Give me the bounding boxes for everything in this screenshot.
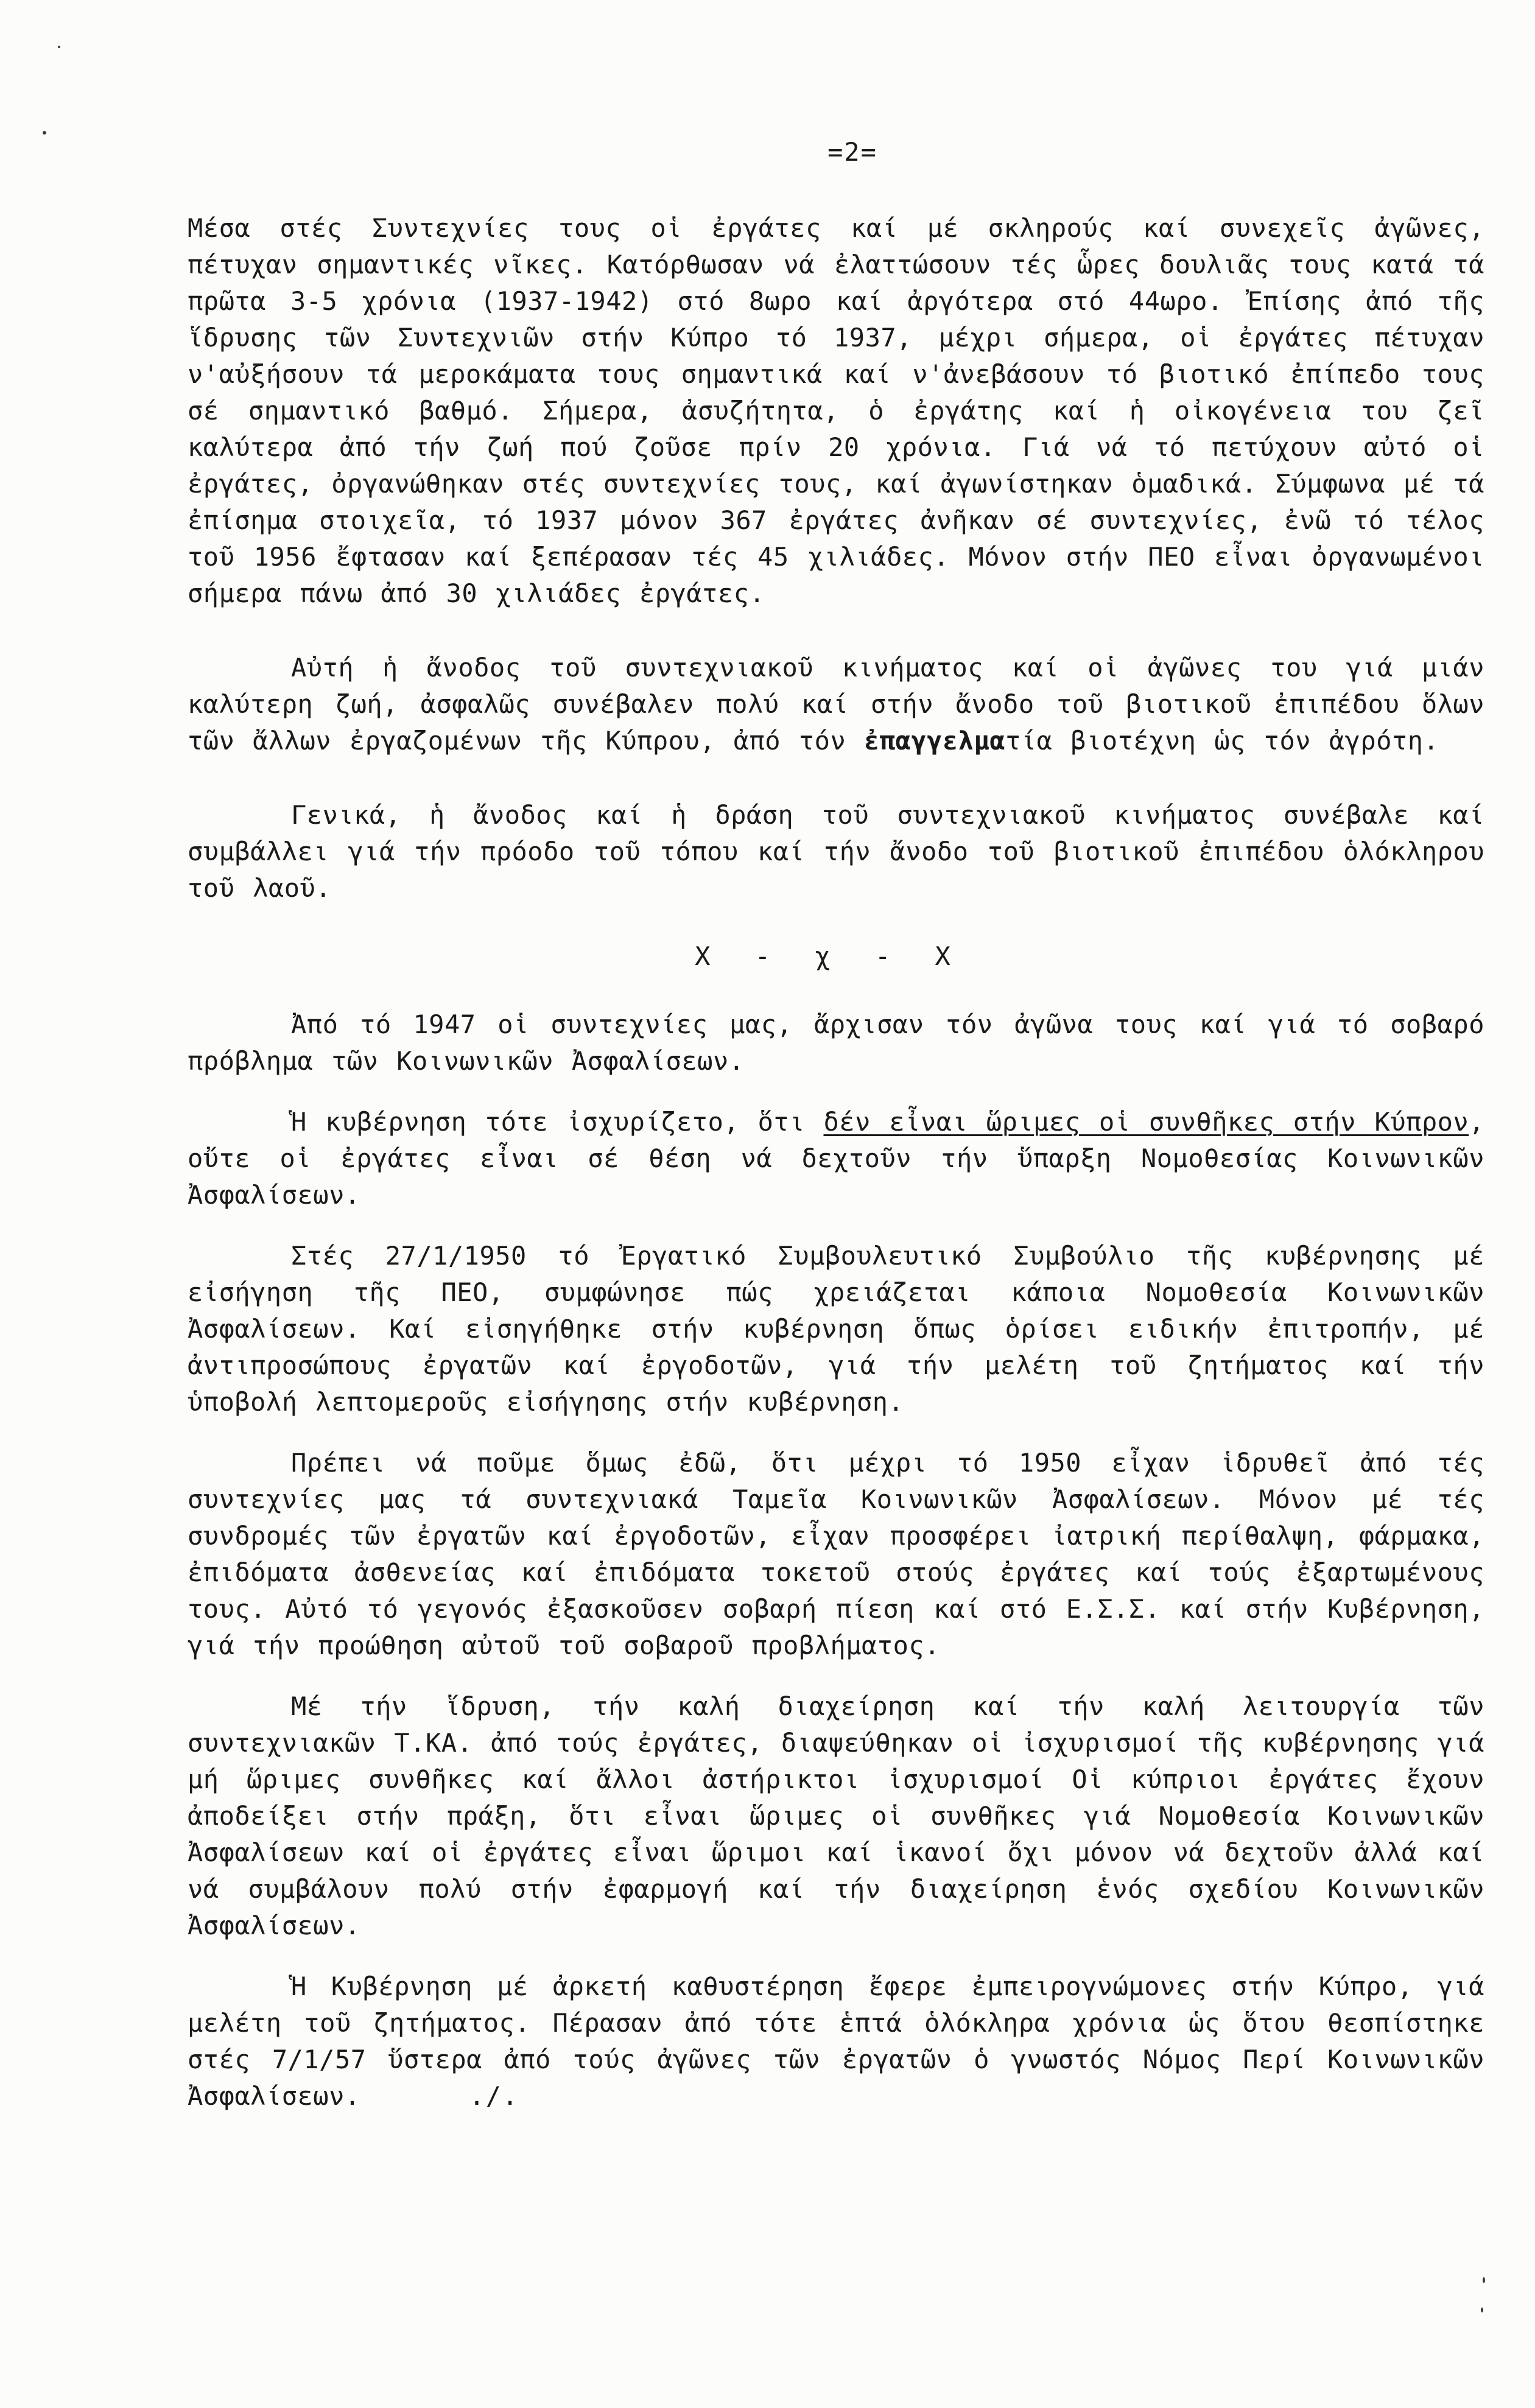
separator-mark: X xyxy=(695,941,713,971)
page-number: =2= xyxy=(827,137,877,167)
scan-speck xyxy=(58,46,60,48)
separator-mark: - xyxy=(874,941,893,971)
bold-word: ἐπαγγελμα xyxy=(864,726,1006,756)
paragraph-advisory-council-1950: Στές 27/1/1950 τό Ἐργατικό Συμβουλευτικό Συμβούλιο τῆς κυβέρνησης μέ εἰσήγηση τῆς ΠΕΟ, συμφώνησε πώς χρειάζεται κάποια Νομοθεσία Κοινωνικῶν Ἀσφαλίσεων. Καί εἰσηγήθηκε στήν κυβέρνηση ὅπως ὁρίσει ειδικήν ἐπιτροπήν, μέ ἀντιπροσώπους ἐργατῶν καί ἐργοδοτῶν, γιά τήν μελέτη τοῦ ζητήματος καί τήν ὑποβολή λεπτομεροῦς εἰσήγησης στήν κυβέρνηση. xyxy=(188,1241,1484,1417)
paragraph-trade-union-victories: Μέσα στές Συντεχνίες τους οἱ ἐργάτες καί μέ σκληρούς καί συνεχεῖς ἀγῶνες, πέτυχαν σημαντικές νῖκες. Κατόρθωσαν νά ἐλαττώσουν τές ὧρες δουλιᾶς τους κατά τά πρῶτα 3-5 χρόνια (1937-1942) στό 8ωρο καί ἀργότερα στό 44ωρο. Ἐπίσης ἀπό τῆς ἵδρυσης τῶν Συντεχνιῶν στήν Κύπρο τό 1937, μέχρι σήμερα, οἱ ἐργάτες πέτυχαν ν'αὐξήσουν τά μεροκάματα τους σημαντικά καί ν'ἀνεβάσουν τό βιοτικό ἐπίπεδο τους σέ σημαντικό βαθμό. Σήμερα, ἀσυζήτητα, ὁ ἐργάτης καί ἡ οἰκογένεια του ζεῖ καλύτερα ἀπό τήν ζωή πού ζοῦσε πρίν 20 χρόνια. Γιά νά τό πετύχουν αὐτό οἱ ἐργάτες, ὀργανώθηκαν στές συντεχνίες τους, καί ἀγωνίστηκαν ὁμαδικά. Σύμφωνα μέ τά ἐπίσημα στοιχεῖα, τό 1937 μόνον 367 ἐργάτες ἀνῆκαν σέ συντεχνίες, ἐνῶ τό τέλος τοῦ 1956 ἔφτασαν καί ξεπέρασαν τές 45 χιλιάδες. Μόνον στήν ΠΕΟ εἶναι ὀργανωμένοι σήμερα πάνω ἀπό 30 χιλιάδες ἐργάτες. xyxy=(188,213,1484,608)
scan-speck xyxy=(1481,2308,1483,2312)
separator-mark: - xyxy=(754,941,773,971)
paragraph-text: Ἡ κυβέρνηση τότε ἰσχυρίζετο, ὅτι xyxy=(291,1107,824,1137)
paragraph-claims-refuted: Μέ τήν ἵδρυση, τήν καλή διαχείρηση καί τήν καλή λειτουργία τῶν συντεχνιακῶν Τ.ΚΑ. ἀπό τούς ἐργάτες, διαψεύθηκαν οἱ ἰσχυρισμοί τῆς κυβέρνησης γιά μή ὥριμες συνθῆκες καί ἄλλοι ἀστήρικτοι ἰσχυρισμοί Οἱ κύπριοι ἐργάτες ἔχουν ἀποδείξει στήν πράξη, ὅτι εἶναι ὥριμες οἱ συνθῆκες γιά Νομοθεσία Κοινωνικῶν Ἀσφαλίσεων καί οἱ ἐργάτες εἶναι ὥριμοι καί ἱκανοί ὄχι μόνον νά δεχτοῦν ἀλλά καί νά συμβάλουν πολύ στήν ἐφαρμογή καί τήν διαχείρηση ἑνός σχεδίου Κοινωνικῶν Ἀσφαλίσεων. xyxy=(188,1691,1484,1940)
paragraph-text: Αὐτή ἡ ἄνοδος τοῦ συντεχνιακοῦ κινήματος καί οἱ ἀγῶνες του γιά μιάν καλύτερη ζωή, ἀσφαλῶς συνέβαλεν πολύ καί στήν ἄνοδο τοῦ βιοτικοῦ ἐπιπέδου ὅλων τῶν ἄλλων ἐργαζομένων τῆς Κύπρου, ἀπό τόν xyxy=(188,653,1484,756)
paragraph-text: , οὔτε οἱ ἐργάτες εἶναι σέ θέση νά δεχτοῦν τήν ὕπαρξη Νομοθεσίας Κοινωνικῶν Ἀσφαλίσεων. xyxy=(188,1107,1484,1210)
continuation-mark: ./. xyxy=(469,2081,519,2111)
scan-speck xyxy=(1483,2277,1485,2283)
separator-mark: X xyxy=(935,941,953,971)
paragraph-text: τία βιοτέχνη ὡς τόν ἀγρότη. xyxy=(1005,726,1439,756)
document-body xyxy=(188,210,1484,2115)
paragraph-general-progress: Γενικά, ἡ ἄνοδος καί ἡ δράση τοῦ συντεχνιακοῦ κινήματος συνέβαλε καί συμβάλλει γιά τήν πρόοδο τοῦ τόπου καί τήν ἄνοδο τοῦ βιοτικοῦ ἐπιπέδου ὁλόκληρου τοῦ λαοῦ. xyxy=(188,800,1484,903)
paragraph-union-insurance-funds: Πρέπει νά ποῦμε ὅμως ἐδῶ, ὅτι μέχρι τό 1950 εἶχαν ἱδρυθεῖ ἀπό τές συντεχνίες μας τά συντεχνιακά Ταμεῖα Κοινωνικῶν Ἀσφαλίσεων. Μόνον μέ τές συνδρομές τῶν ἐργατῶν καί ἐργοδοτῶν, εἶχαν προσφέρει ἰατρική περίθαλψη, φάρμακα, ἐπιδόματα ἀσθενείας καί ἐπιδόματα τοκετοῦ στούς ἐργάτες καί τούς ἐξαρτωμένους τους. Αὐτό τό γεγονός ἐξασκοῦσεν σοβαρή πίεση καί στό Ε.Σ.Σ. καί στήν Κυβέρνηση, γιά τήν προώθηση αὐτοῦ τοῦ σοβαροῦ προβλήματος. xyxy=(188,1448,1484,1660)
paragraph-union-movement-rise xyxy=(188,650,1484,759)
paragraph-social-insurance-1947: Ἀπό τό 1947 οἱ συντεχνίες μας, ἄρχισαν τόν ἀγῶνα τους καί γιά τό σοβαρό πρόβλημα τῶν Κοινωνικῶν Ἀσφαλίσεων. xyxy=(188,1009,1484,1076)
paragraph-text: Ἡ Κυβέρνηση μέ ἀρκετή καθυστέρηση ἔφερε ἐμπειρογνώμονες στήν Κύπρο, γιά μελέτη τοῦ ζητήματος. Πέρασαν ἀπό τότε ἑπτά ὁλόκληρα χρόνια ὡς ὅτου θεσπίστηκε στές 7/1/57 ὕστερα ἀπό τούς ἀγῶνες τῶν ἐργατῶν ὁ γνωστός Νόμος Περί Κοινωνικῶν Ἀσφαλίσεων. xyxy=(188,1971,1484,2111)
section-separator xyxy=(188,938,1484,975)
underlined-phrase: δέν εἶναι ὥριμες οἱ συνθῆκες στήν Κύπρον xyxy=(823,1107,1469,1137)
paragraph-law-enacted xyxy=(188,1968,1484,2115)
paragraph-government-claim xyxy=(188,1104,1484,1213)
scan-speck xyxy=(43,131,46,135)
separator-mark: χ xyxy=(815,941,833,971)
